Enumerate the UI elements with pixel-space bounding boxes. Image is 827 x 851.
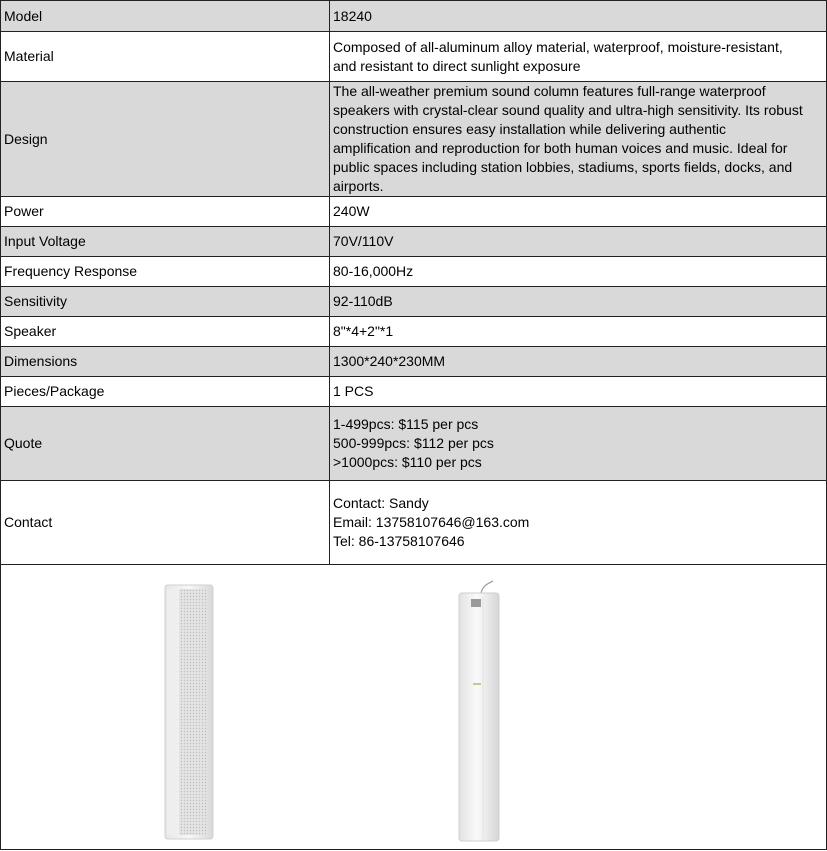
speaker-front-image bbox=[159, 583, 219, 843]
contact-line-1: Contact: Sandy bbox=[333, 495, 429, 511]
material-line-2: and resistant to direct sunlight exposure bbox=[333, 57, 581, 74]
label-power: Power bbox=[1, 197, 330, 227]
value-sensitivity: 92-110dB bbox=[330, 287, 827, 317]
design-line-2: speakers with crystal-clear sound quality and ultra-high sensitivity. Its robust bbox=[333, 102, 803, 118]
row-design bbox=[1, 82, 827, 197]
label-contact: Contact bbox=[1, 481, 330, 565]
label-speaker: Speaker bbox=[1, 317, 330, 347]
value-frequency-response: 80-16,000Hz bbox=[330, 257, 827, 287]
contact-line-3: Tel: 86-13758107646 bbox=[333, 533, 465, 549]
row-input-voltage bbox=[1, 227, 827, 257]
value-pieces-package: 1 PCS bbox=[330, 377, 827, 407]
label-pieces-package: Pieces/Package bbox=[1, 377, 330, 407]
value-model: 18240 bbox=[330, 1, 827, 32]
label-dimensions: Dimensions bbox=[1, 347, 330, 377]
design-line-6: airports. bbox=[333, 178, 384, 194]
quote-line-2: 500-999pcs: $112 per pcs bbox=[333, 435, 494, 451]
speaker-back-image bbox=[453, 579, 513, 847]
value-material bbox=[330, 32, 827, 82]
label-material: Material bbox=[1, 32, 330, 82]
row-material bbox=[1, 32, 827, 82]
design-line-1: The all-weather premium sound column features full-range waterproof bbox=[333, 83, 766, 99]
value-power: 240W bbox=[330, 197, 827, 227]
row-model bbox=[1, 1, 827, 32]
label-design: Design bbox=[1, 82, 330, 197]
contact-line-2: Email: 13758107646@163.com bbox=[333, 514, 530, 530]
quote-line-3: >1000pcs: $110 per pcs bbox=[333, 454, 482, 470]
value-quote bbox=[330, 407, 827, 481]
row-pieces-package bbox=[1, 377, 827, 407]
label-frequency-response: Frequency Response bbox=[1, 257, 330, 287]
row-sensitivity bbox=[1, 287, 827, 317]
row-quote bbox=[1, 407, 827, 481]
label-quote: Quote bbox=[1, 407, 330, 481]
value-input-voltage: 70V/110V bbox=[330, 227, 827, 257]
product-images-cell bbox=[1, 565, 827, 850]
label-sensitivity: Sensitivity bbox=[1, 287, 330, 317]
value-speaker: 8"*4+2"*1 bbox=[330, 317, 827, 347]
value-dimensions: 1300*240*230MM bbox=[330, 347, 827, 377]
row-power bbox=[1, 197, 827, 227]
row-contact bbox=[1, 481, 827, 565]
label-input-voltage: Input Voltage bbox=[1, 227, 330, 257]
row-speaker bbox=[1, 317, 827, 347]
design-line-4: amplification and reproduction for both human voices and music. Ideal for bbox=[333, 140, 788, 156]
material-line-1: Composed of all-aluminum alloy material, waterproof, moisture-resistant, bbox=[333, 38, 783, 55]
label-model: Model bbox=[1, 1, 330, 32]
design-line-5: public spaces including station lobbies, stadiums, sports fields, docks, and bbox=[333, 159, 793, 175]
quote-line-1: 1-499pcs: $115 per pcs bbox=[333, 416, 479, 432]
row-product-images bbox=[1, 565, 827, 850]
value-contact bbox=[330, 481, 827, 565]
design-line-3: construction ensures easy installation while delivering authentic bbox=[333, 121, 726, 137]
row-dimensions bbox=[1, 347, 827, 377]
row-frequency-response bbox=[1, 257, 827, 287]
value-design bbox=[330, 82, 827, 197]
